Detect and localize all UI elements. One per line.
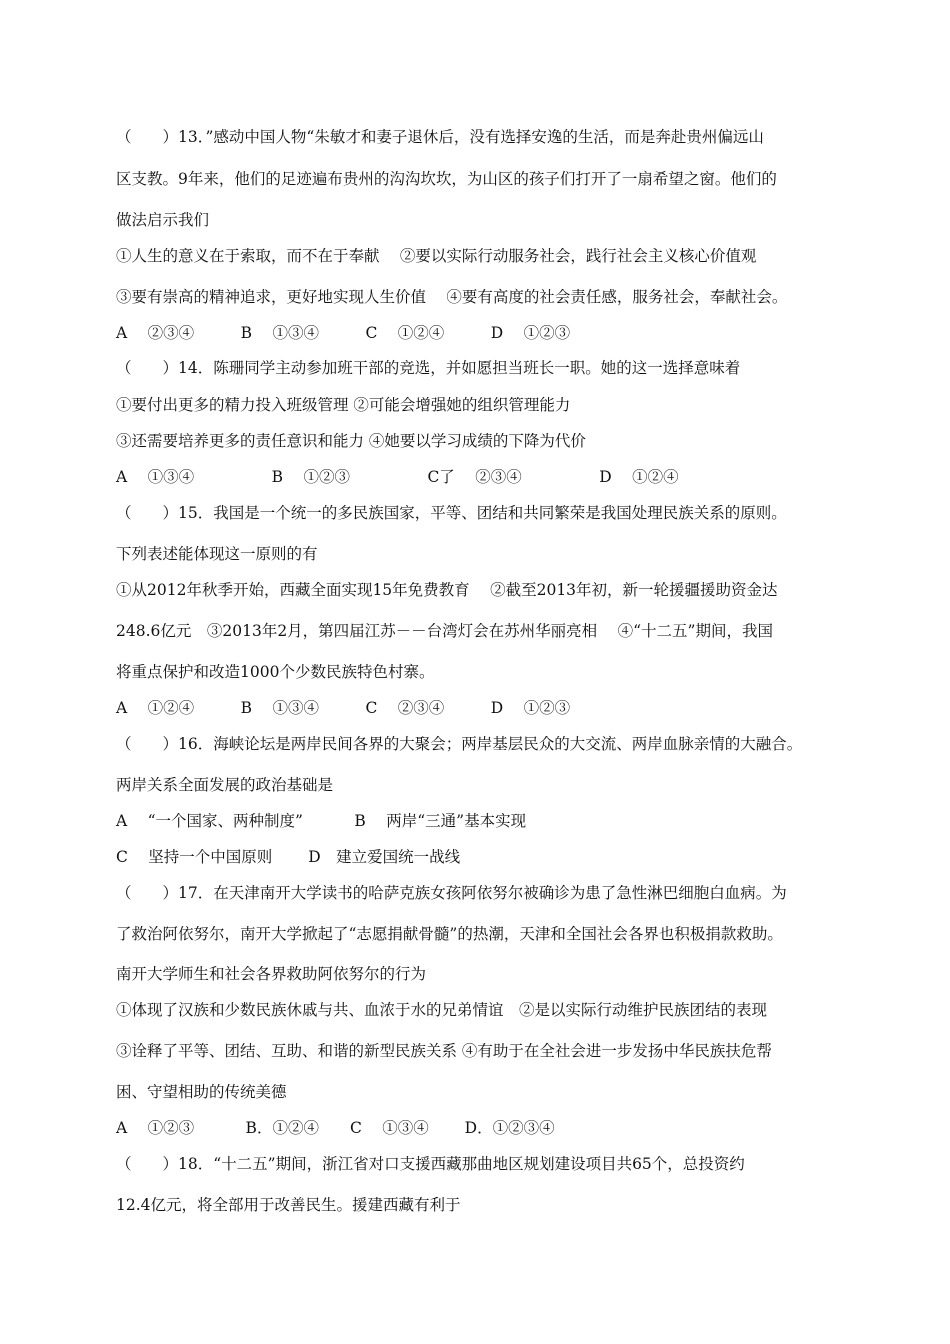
q18-stem-line-1: （ ）18．“十二五”期间，浙江省对口支援西藏那曲地区规划建设项目共65个，总投资约 bbox=[116, 1155, 745, 1173]
q13-statements-3-4: ③要有崇高的精神追求，更好地实现人生价值 ④要有高度的社会责任感，服务社会，奉献社会。 bbox=[116, 288, 788, 306]
q17-stem-line-2: 了救治阿依努尔，南开大学掀起了“志愿捐献骨髓”的热潮，天津和全国社会各界也积极捐款救助。 bbox=[116, 925, 783, 943]
q15-options: A ①②④ B ①③④ C ②③④ D ①②③ bbox=[116, 699, 571, 717]
q13-stem-line-1: （ ）13．”感动中国人物“朱敏才和妻子退休后，没有选择安逸的生活，而是奔赴贵州偏远山 bbox=[116, 128, 764, 146]
q14-stem: （ ）14．陈珊同学主动参加班干部的竞选，并如愿担当班长一职。她的这一选择意味着 bbox=[116, 359, 741, 377]
q17-stem-line-3: 南开大学师生和社会各界救助阿依努尔的行为 bbox=[116, 965, 427, 983]
q13-stem-line-2: 区支教。9年来，他们的足迹遍布贵州的沟沟坎坎，为山区的孩子们打开了一扇希望之窗。他们的 bbox=[116, 170, 777, 188]
q15-statements-line-1: ①从2012年秋季开始，西藏全面实现15年免费教育 ②截至2013年初，新一轮援疆援助资金达 bbox=[116, 581, 778, 599]
q15-statements-line-3: 将重点保护和改造1000个少数民族特色村寨。 bbox=[116, 663, 435, 681]
q16-stem-line-2: 两岸关系全面发展的政治基础是 bbox=[116, 776, 334, 794]
q17-statements-line-1: ①体现了汉族和少数民族休戚与共、血浓于水的兄弟情谊 ②是以实际行动维护民族团结的表现 bbox=[116, 1001, 768, 1019]
q14-options: A ①③④ B ①②③ C了 ②③④ D ①②④ bbox=[116, 468, 679, 486]
q15-stem-line-1: （ ）15．我国是一个统一的多民族国家，平等、团结和共同繁荣是我国处理民族关系的原则。 bbox=[116, 504, 787, 522]
q16-options-c-d: C 坚持一个中国原则 D 建立爱国统一战线 bbox=[116, 848, 461, 866]
q17-statements-line-2: ③诠释了平等、团结、互助、和谐的新型民族关系 ④有助于在全社会进一步发扬中华民族扶危帮 bbox=[116, 1042, 772, 1060]
q14-statements-1-2: ①要付出更多的精力投入班级管理 ②可能会增强她的组织管理能力 bbox=[116, 396, 571, 414]
q18-stem-line-2: 12.4亿元，将全部用于改善民生。援建西藏有利于 bbox=[116, 1196, 461, 1214]
q13-stem-line-3: 做法启示我们 bbox=[116, 211, 210, 229]
q13-statements-1-2: ①人生的意义在于索取，而不在于奉献 ②要以实际行动服务社会，践行社会主义核心价值观 bbox=[116, 247, 757, 265]
q14-statements-3-4: ③还需要培养更多的责任意识和能力 ④她要以学习成绩的下降为代价 bbox=[116, 432, 586, 450]
q17-stem-line-1: （ ）17．在天津南开大学读书的哈萨克族女孩阿依努尔被确诊为患了急性淋巴细胞白血病。为 bbox=[116, 884, 787, 902]
q17-statements-line-3: 困、守望相助的传统美德 bbox=[116, 1083, 287, 1101]
q17-options: A ①②③ B．①②④ C ①③④ D．①②③④ bbox=[116, 1119, 555, 1137]
q13-options: A ②③④ B ①③④ C ①②④ D ①②③ bbox=[116, 324, 571, 342]
q15-stem-line-2: 下列表述能体现这一原则的有 bbox=[116, 545, 318, 563]
q16-options-a-b: A “一个国家、两种制度” B 两岸“三通”基本实现 bbox=[116, 812, 527, 830]
q16-stem-line-1: （ ）16．海峡论坛是两岸民间各界的大聚会；两岸基层民众的大交流、两岸血脉亲情的大融合。 bbox=[116, 735, 803, 753]
q15-statements-line-2: 248.6亿元 ③2013年2月，第四届江苏－－台湾灯会在苏州华丽亮相 ④“十二五”期间，我国 bbox=[116, 622, 773, 640]
